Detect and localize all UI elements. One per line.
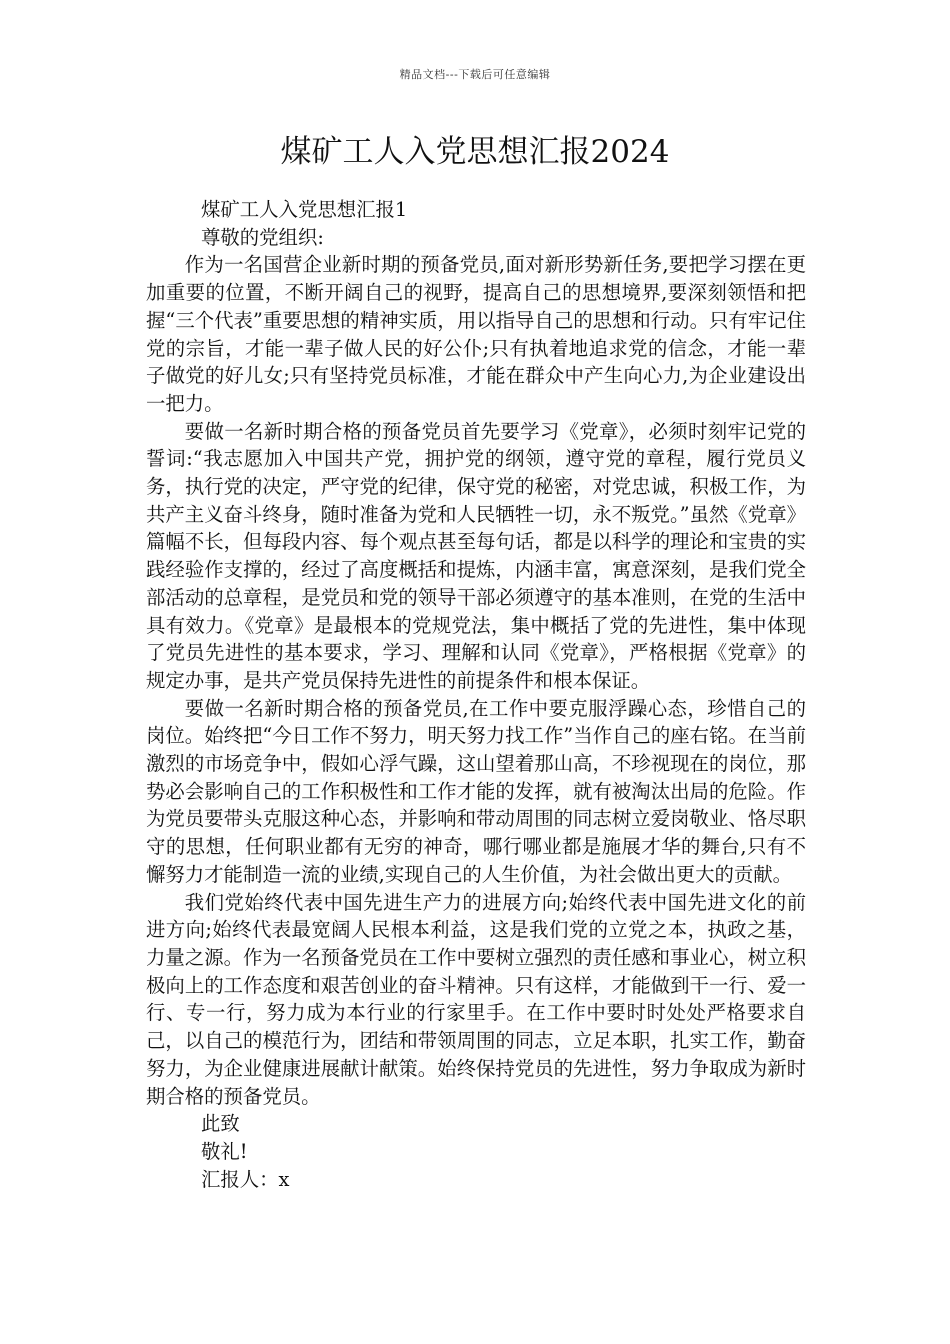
paragraph-2: 要做一名新时期合格的预备党员首先要学习《党章》，必须时刻牢记党的誓词:“我志愿加入中国共产党，拥护党的纲领，遵守党的章程，履行党员义务，执行党的决定，严守党的纪律，保守党的秘密，对党忠诚，积极工作，为共产主义奋斗终身，随时准备为党和人民牺牲一切，永不叛党。”虽然《党章》篇幅不长，但每段内容、每个观点甚至每句话，都是以科学的理论和宝贵的实践经验作支撑的，经过了高度概括和提炼，内涵丰富，寓意深刻，是我们党全部活动的总章程，是党员和党的领导干部必须遵守的基本准则，在党的生活中具有效力。《党章》是最根本的党规党法，集中概括了党的先进性，集中体现了党员先进性的基本要求，学习、理解和认同《党章》，严格根据《党章》的规定办事，是共产党员保持先进性的前提条件和根本保证。 <box>146 419 806 692</box>
header-note: 精品文档---下载后可任意编辑 <box>399 68 551 81</box>
document-title: 煤矿工人入党思想汇报2024 <box>280 134 670 170</box>
paragraph-1: 作为一名国营企业新时期的预备党员,面对新形势新任务,要把学习摆在更加重要的位置，不断开阔自己的视野，提高自己的思想境界,要深刻领悟和把握“三个代表”重要思想的精神实质，用以指导自己的思想和行动。只有牢记住党的宗旨，才能一辈子做人民的好公仆;只有执着地追求党的信念，才能一辈子做党的好儿女;只有坚持党员标准，才能在群众中产生向心力,为企业建设出一把力。 <box>146 253 806 415</box>
document-body <box>146 196 806 1193</box>
regards: 敬礼! <box>201 1139 248 1163</box>
paragraph-3: 要做一名新时期合格的预备党员,在工作中要克服浮躁心态，珍惜自己的岗位。始终把“今日工作不努力，明天努力找工作”当作自己的座右铭。在当前激烈的市场竞争中，假如心浮气躁，这山望着那山高，不珍视现在的岗位，那势必会影响自己的工作积极性和工作才能的发挥，就有被淘汰出局的危险。作为党员要带头克服这种心态，并影响和带动周围的同志树立爱岗敬业、恪尽职守的思想，任何职业都有无穷的神奇，哪行哪业都是施展才华的舞台,只有不懈努力才能制造一流的业绩,实现自己的人生价值，为社会做出更大的贡献。 <box>146 696 806 886</box>
paragraph-4: 我们党始终代表中国先进生产力的进展方向;始终代表中国先进文化的前进方向;始终代表最宽阔人民根本利益，这是我们党的立党之本，执政之基，力量之源。作为一名预备党员在工作中要树立强烈的责任感和事业心，树立积极向上的工作态度和艰苦创业的奋斗精神。只有这样，才能做到干一行、爱一行、专一行，努力成为本行业的行家里手。在工作中要时时处处严格要求自己，以自己的模范行为，团结和带领周围的同志，立足本职，扎实工作，勤奋努力，为企业健康进展献计献策。始终保持党员的先进性，努力争取成为新时期合格的预备党员。 <box>146 890 806 1108</box>
signature: 汇报人：x <box>201 1167 290 1191</box>
document-subtitle: 煤矿工人入党思想汇报1 <box>201 198 408 221</box>
closing: 此致 <box>201 1112 240 1136</box>
salutation: 尊敬的党组织: <box>201 225 324 249</box>
